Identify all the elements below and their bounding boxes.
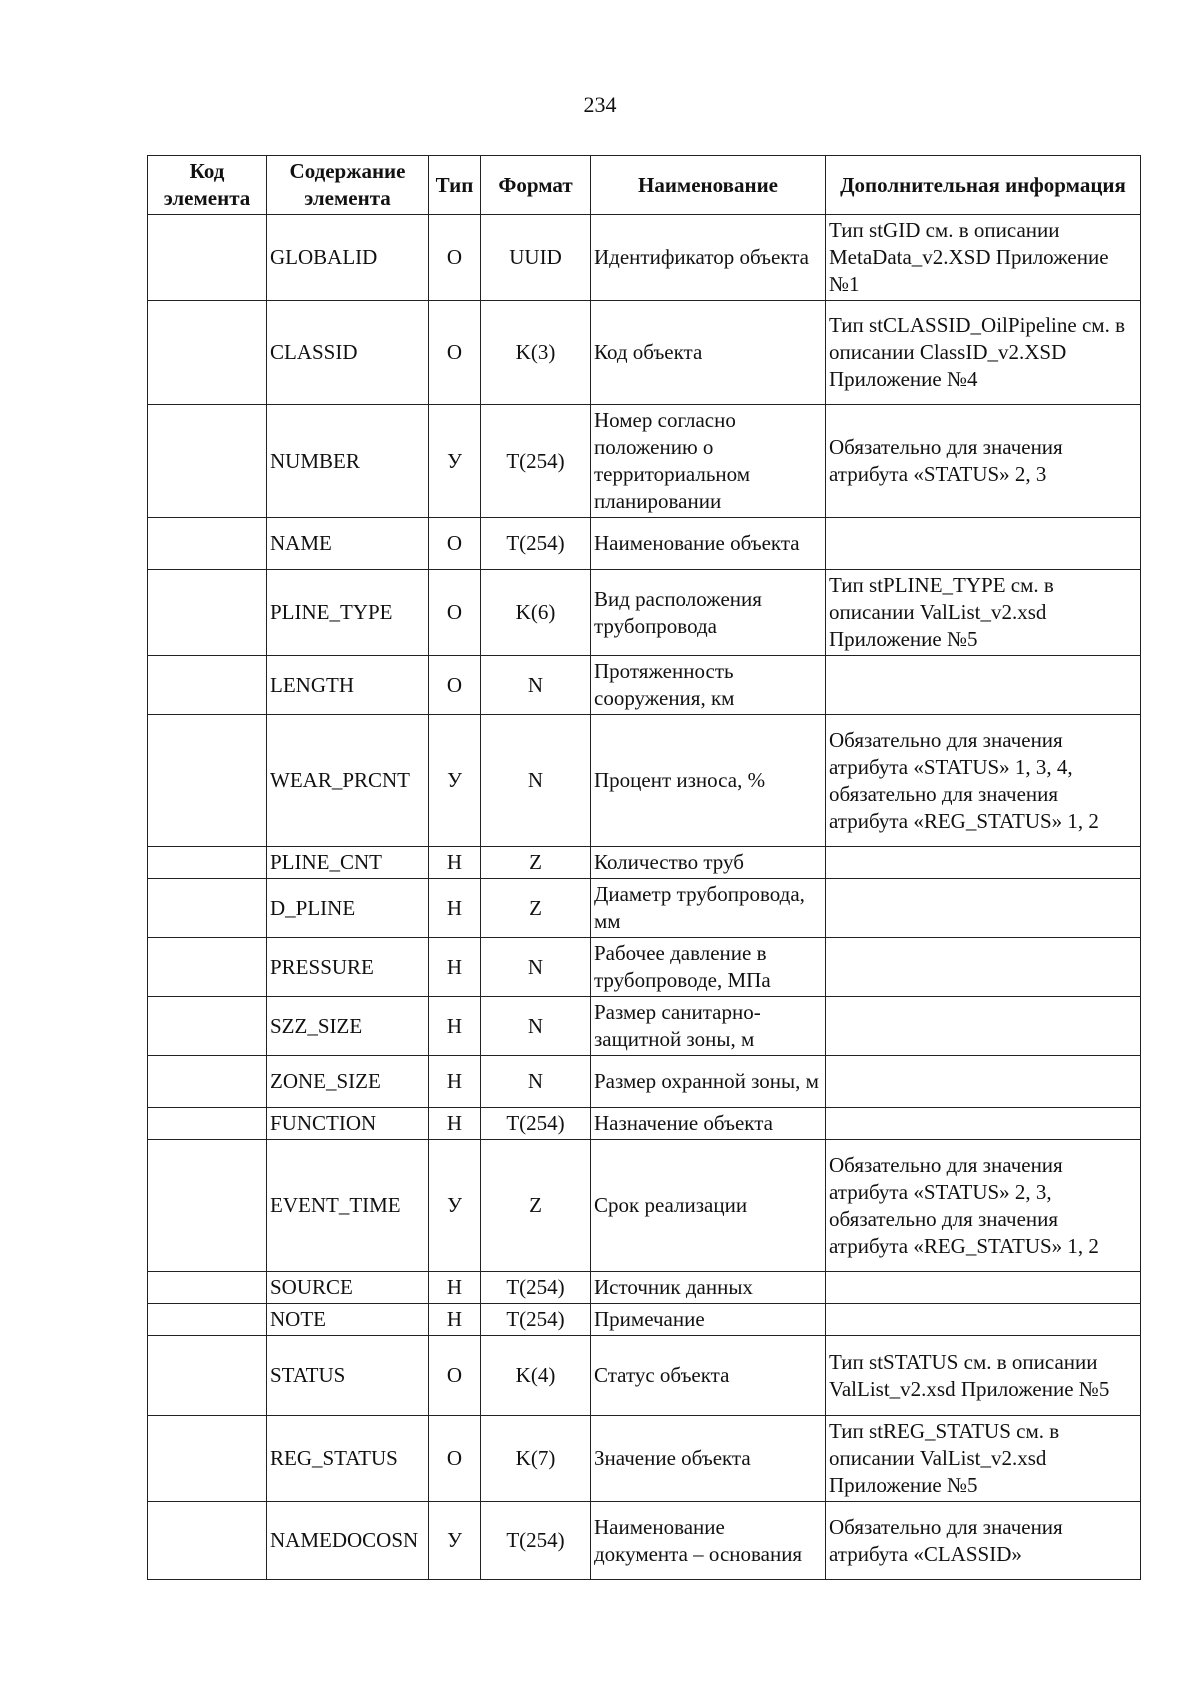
cell-name: Размер санитарно-защитной зоны, м	[591, 997, 826, 1056]
cell-code	[148, 847, 267, 879]
cell-code	[148, 656, 267, 715]
cell-type: О	[429, 570, 481, 656]
cell-info	[826, 1056, 1141, 1108]
cell-code	[148, 570, 267, 656]
cell-code	[148, 1502, 267, 1580]
cell-element: SOURCE	[267, 1272, 429, 1304]
cell-name: Примечание	[591, 1304, 826, 1336]
cell-element: PRESSURE	[267, 938, 429, 997]
cell-element: SZZ_SIZE	[267, 997, 429, 1056]
cell-format: T(254)	[481, 1108, 591, 1140]
cell-code	[148, 997, 267, 1056]
cell-format: Z	[481, 879, 591, 938]
cell-format: N	[481, 1056, 591, 1108]
cell-format: K(3)	[481, 301, 591, 405]
table-row	[148, 997, 1141, 1056]
cell-info	[826, 938, 1141, 997]
cell-element: NAMEDOCOSN	[267, 1502, 429, 1580]
cell-info: Тип stPLINE_TYPE см. в описании ValList_v2.xsd Приложение №5	[826, 570, 1141, 656]
cell-type: Н	[429, 879, 481, 938]
cell-format: N	[481, 715, 591, 847]
cell-info	[826, 656, 1141, 715]
cell-name: Количество труб	[591, 847, 826, 879]
table-row	[148, 1336, 1141, 1416]
cell-type: Н	[429, 938, 481, 997]
cell-code	[148, 1336, 267, 1416]
table-row	[148, 1272, 1141, 1304]
element-spec-table	[147, 155, 1141, 1580]
header-format: Формат	[481, 156, 591, 215]
cell-name: Назначение объекта	[591, 1108, 826, 1140]
cell-type: У	[429, 715, 481, 847]
cell-info: Обязательно для значения атрибута «STATUS» 2, 3	[826, 405, 1141, 518]
cell-type: У	[429, 1502, 481, 1580]
cell-type: Н	[429, 847, 481, 879]
cell-name: Срок реализации	[591, 1140, 826, 1272]
table-row	[148, 301, 1141, 405]
cell-info: Обязательно для значения атрибута «STATUS» 1, 3, 4, обязательно для значения атрибута «REG_STATUS» 1, 2	[826, 715, 1141, 847]
cell-element: NAME	[267, 518, 429, 570]
header-name: Наименование	[591, 156, 826, 215]
cell-type: Н	[429, 1108, 481, 1140]
cell-element: NOTE	[267, 1304, 429, 1336]
cell-format: K(6)	[481, 570, 591, 656]
cell-type: О	[429, 1416, 481, 1502]
cell-element: EVENT_TIME	[267, 1140, 429, 1272]
cell-name: Номер согласно положению о территориальном планировании	[591, 405, 826, 518]
table-row	[148, 656, 1141, 715]
table-row	[148, 1304, 1141, 1336]
cell-element: PLINE_CNT	[267, 847, 429, 879]
cell-code	[148, 1140, 267, 1272]
cell-code	[148, 715, 267, 847]
cell-code	[148, 1304, 267, 1336]
cell-type: Н	[429, 997, 481, 1056]
cell-type: Н	[429, 1304, 481, 1336]
cell-type: О	[429, 656, 481, 715]
table-row	[148, 938, 1141, 997]
cell-code	[148, 1272, 267, 1304]
cell-element: STATUS	[267, 1336, 429, 1416]
header-element: Содержание элемента	[267, 156, 429, 215]
cell-code	[148, 518, 267, 570]
cell-info	[826, 1108, 1141, 1140]
cell-name: Рабочее давление в трубопроводе, МПа	[591, 938, 826, 997]
table-row	[148, 715, 1141, 847]
cell-code	[148, 405, 267, 518]
cell-code	[148, 879, 267, 938]
cell-format: K(4)	[481, 1336, 591, 1416]
cell-info	[826, 1272, 1141, 1304]
header-code: Код элемента	[148, 156, 267, 215]
cell-code	[148, 301, 267, 405]
cell-info	[826, 518, 1141, 570]
cell-code	[148, 938, 267, 997]
cell-type: У	[429, 405, 481, 518]
cell-element: LENGTH	[267, 656, 429, 715]
cell-info: Тип stCLASSID_OilPipeline см. в описании ClassID_v2.XSD Приложение №4	[826, 301, 1141, 405]
cell-name: Размер охранной зоны, м	[591, 1056, 826, 1108]
table-body	[148, 215, 1141, 1580]
cell-name: Код объекта	[591, 301, 826, 405]
header-info: Дополнительная информация	[826, 156, 1141, 215]
cell-format: T(254)	[481, 518, 591, 570]
cell-element: D_PLINE	[267, 879, 429, 938]
table-row	[148, 215, 1141, 301]
cell-element: WEAR_PRCNT	[267, 715, 429, 847]
cell-element: PLINE_TYPE	[267, 570, 429, 656]
page-number: 234	[583, 92, 617, 117]
cell-format: Z	[481, 847, 591, 879]
cell-name: Наименование документа – основания	[591, 1502, 826, 1580]
cell-name: Значение объекта	[591, 1416, 826, 1502]
cell-element: CLASSID	[267, 301, 429, 405]
cell-type: О	[429, 301, 481, 405]
cell-name: Источник данных	[591, 1272, 826, 1304]
cell-name: Идентификатор объекта	[591, 215, 826, 301]
cell-format: UUID	[481, 215, 591, 301]
cell-format: T(254)	[481, 1272, 591, 1304]
cell-format: T(254)	[481, 405, 591, 518]
cell-format: N	[481, 997, 591, 1056]
cell-info: Обязательно для значения атрибута «CLASSID»	[826, 1502, 1141, 1580]
table-row	[148, 1108, 1141, 1140]
cell-code	[148, 1056, 267, 1108]
table-row	[148, 1056, 1141, 1108]
cell-info	[826, 997, 1141, 1056]
cell-element: NUMBER	[267, 405, 429, 518]
cell-info: Тип stREG_STATUS см. в описании ValList_v2.xsd Приложение №5	[826, 1416, 1141, 1502]
cell-info	[826, 879, 1141, 938]
table-row	[148, 405, 1141, 518]
cell-format: T(254)	[481, 1304, 591, 1336]
cell-element: ZONE_SIZE	[267, 1056, 429, 1108]
table-row	[148, 1140, 1141, 1272]
cell-info: Тип stGID см. в описании MetaData_v2.XSD Приложение №1	[826, 215, 1141, 301]
cell-element: GLOBALID	[267, 215, 429, 301]
cell-element: FUNCTION	[267, 1108, 429, 1140]
cell-info	[826, 1304, 1141, 1336]
table-row	[148, 1416, 1141, 1502]
cell-format: K(7)	[481, 1416, 591, 1502]
cell-type: У	[429, 1140, 481, 1272]
cell-name: Наименование объекта	[591, 518, 826, 570]
header-type: Тип	[429, 156, 481, 215]
table-row	[148, 518, 1141, 570]
cell-name: Процент износа, %	[591, 715, 826, 847]
cell-type: О	[429, 215, 481, 301]
cell-info: Обязательно для значения атрибута «STATUS» 2, 3, обязательно для значения атрибута «REG_STATUS» 1, 2	[826, 1140, 1141, 1272]
cell-type: Н	[429, 1056, 481, 1108]
cell-type: О	[429, 1336, 481, 1416]
table-row	[148, 879, 1141, 938]
cell-code	[148, 1416, 267, 1502]
cell-name: Диаметр трубопровода, мм	[591, 879, 826, 938]
cell-name: Статус объекта	[591, 1336, 826, 1416]
cell-info: Тип stSTATUS см. в описании ValList_v2.xsd Приложение №5	[826, 1336, 1141, 1416]
cell-info	[826, 847, 1141, 879]
cell-format: N	[481, 656, 591, 715]
cell-name: Протяженность сооружения, км	[591, 656, 826, 715]
cell-type: О	[429, 518, 481, 570]
cell-format: Z	[481, 1140, 591, 1272]
table-header-row	[148, 156, 1141, 215]
table-row	[148, 570, 1141, 656]
cell-format: T(254)	[481, 1502, 591, 1580]
cell-code	[148, 1108, 267, 1140]
cell-element: REG_STATUS	[267, 1416, 429, 1502]
table-row	[148, 847, 1141, 879]
cell-format: N	[481, 938, 591, 997]
cell-type: Н	[429, 1272, 481, 1304]
cell-code	[148, 215, 267, 301]
table-row	[148, 1502, 1141, 1580]
cell-name: Вид расположения трубопровода	[591, 570, 826, 656]
